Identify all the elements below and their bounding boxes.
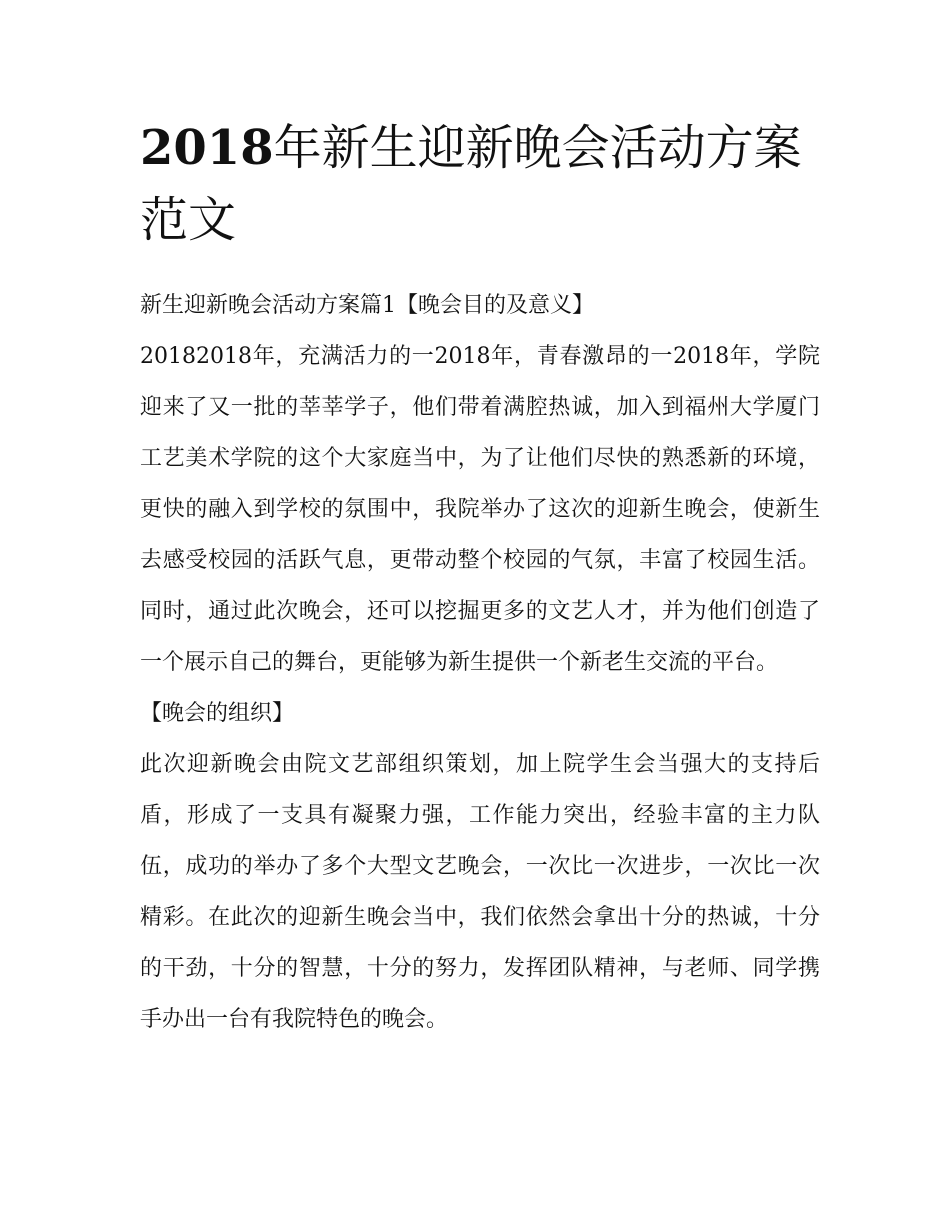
- paragraph-purpose: 20182018年，充满活力的一2018年，青春激昂的一2018年，学院迎来了又一批的莘莘学子，他们带着满腔热诚，加入到福州大学厦门工艺美术学院的这个大家庭当中，为了让他们尽快的熟悉新的环境，更快的融入到学校的氛围中，我院举办了这次的迎新生晚会，使新生去感受校园的活跃气息，更带动整个校园的气氛，丰富了校园生活。同时，通过此次晚会，还可以挖掘更多的文艺人才，并为他们创造了一个展示自己的舞台，更能够为新生提供一个新老生交流的平台。: [140, 344, 820, 675]
- document-body: [140, 280, 820, 1045]
- title-text: 年新生迎新晚会活动方案范文: [140, 120, 802, 248]
- section-heading-organization: 【晚会的组织】: [140, 701, 295, 726]
- title-year: 2018: [140, 120, 274, 176]
- section-heading-purpose: 新生迎新晚会活动方案篇1【晚会目的及意义】: [140, 293, 594, 318]
- document-title: [140, 112, 820, 256]
- paragraph-organization: 此次迎新晚会由院文艺部组织策划，加上院学生会当强大的支持后盾，形成了一支具有凝聚力强，工作能力突出，经验丰富的主力队伍，成功的举办了多个大型文艺晚会，一次比一次进步，一次比一次精彩。在此次的迎新生晚会当中，我们依然会拿出十分的热诚，十分的干劲，十分的智慧，十分的努力，发挥团队精神，与老师、同学携手办出一台有我院特色的晚会。: [140, 752, 820, 1032]
